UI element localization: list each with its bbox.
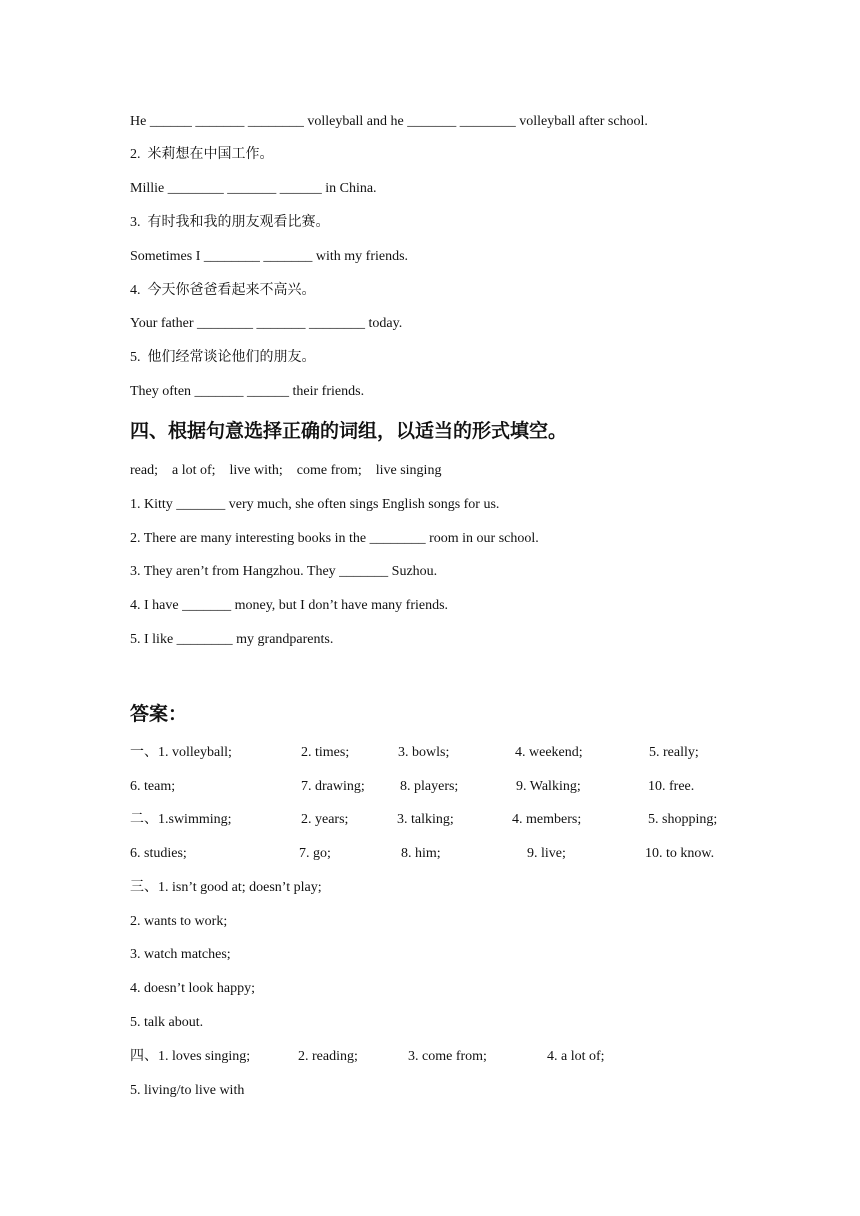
s3-item5-english: They often _______ ______ their friends. (130, 384, 365, 399)
section4-word-bank: read; a lot of; live with; come from; live singing (130, 463, 442, 478)
answer-cell: 四、1. loves singing; (130, 1049, 251, 1064)
s3-item2-chinese: 2. 米莉想在中国工作。 (130, 147, 274, 162)
answer-cell: 4. members; (512, 812, 582, 827)
answer-cell: 10. free. (648, 779, 695, 794)
answer-cell: 3. come from; (408, 1049, 487, 1064)
s3-item2-english: Millie ________ _______ ______ in China. (130, 181, 377, 196)
answers-part3-item2: 2. wants to work; (130, 914, 228, 929)
answers-part3-item4: 4. doesn’t look happy; (130, 981, 255, 996)
answer-cell: 一、1. volleyball; (130, 745, 232, 760)
s4-item1: 1. Kitty _______ very much, she often sings English songs for us. (130, 497, 500, 512)
s3-item5-chinese: 5. 他们经常谈论他们的朋友。 (130, 350, 316, 365)
answer-cell: 6. studies; (130, 846, 187, 861)
answer-cell: 7. drawing; (301, 779, 365, 794)
answer-cell: 4. weekend; (515, 745, 583, 760)
s3-item4-english: Your father ________ _______ ________ today. (130, 316, 403, 331)
s3-item4-chinese: 4. 今天你爸爸看起来不高兴。 (130, 283, 316, 298)
answer-cell: 10. to know. (645, 846, 715, 861)
s4-item4: 4. I have _______ money, but I don’t have many friends. (130, 598, 449, 613)
answer-cell: 2. years; (301, 812, 349, 827)
s4-item3: 3. They aren’t from Hangzhou. They _______ Suzhou. (130, 564, 438, 579)
answer-cell: 8. players; (400, 779, 459, 794)
answers-part3-item3: 3. watch matches; (130, 947, 231, 962)
answer-cell: 6. team; (130, 779, 176, 794)
s3-item3-english: Sometimes I ________ _______ with my friends. (130, 249, 409, 264)
section4-heading: 四、根据句意选择正确的词组，以适当的形式填空。 (130, 420, 568, 442)
answers-part3-item5: 5. talk about. (130, 1015, 204, 1030)
answer-cell: 5. shopping; (648, 812, 718, 827)
answer-cell: 4. a lot of; (547, 1049, 605, 1064)
answers-part4-item5: 5. living/to live with (130, 1083, 245, 1098)
answer-cell: 3. talking; (397, 812, 454, 827)
answer-cell: 9. Walking; (516, 779, 581, 794)
answer-cell: 2. times; (301, 745, 350, 760)
s3-item3-chinese: 3. 有时我和我的朋友观看比赛。 (130, 215, 330, 230)
answer-cell: 8. him; (401, 846, 441, 861)
answer-cell: 5. really; (649, 745, 699, 760)
answers-heading: 答案： (130, 703, 188, 725)
answer-cell: 二、1.swimming; (130, 812, 232, 827)
s4-item5: 5. I like ________ my grandparents. (130, 632, 334, 647)
s3-item1-english: He ______ _______ ________ volleyball and he _______ ________ volleyball after school. (130, 114, 648, 129)
answer-cell: 2. reading; (298, 1049, 358, 1064)
answer-cell: 9. live; (527, 846, 566, 861)
answer-cell: 3. bowls; (398, 745, 450, 760)
answers-part3-item1: 三、1. isn’t good at; doesn’t play; (130, 880, 322, 895)
answer-cell: 7. go; (299, 846, 331, 861)
s4-item2: 2. There are many interesting books in the ________ room in our school. (130, 531, 539, 546)
